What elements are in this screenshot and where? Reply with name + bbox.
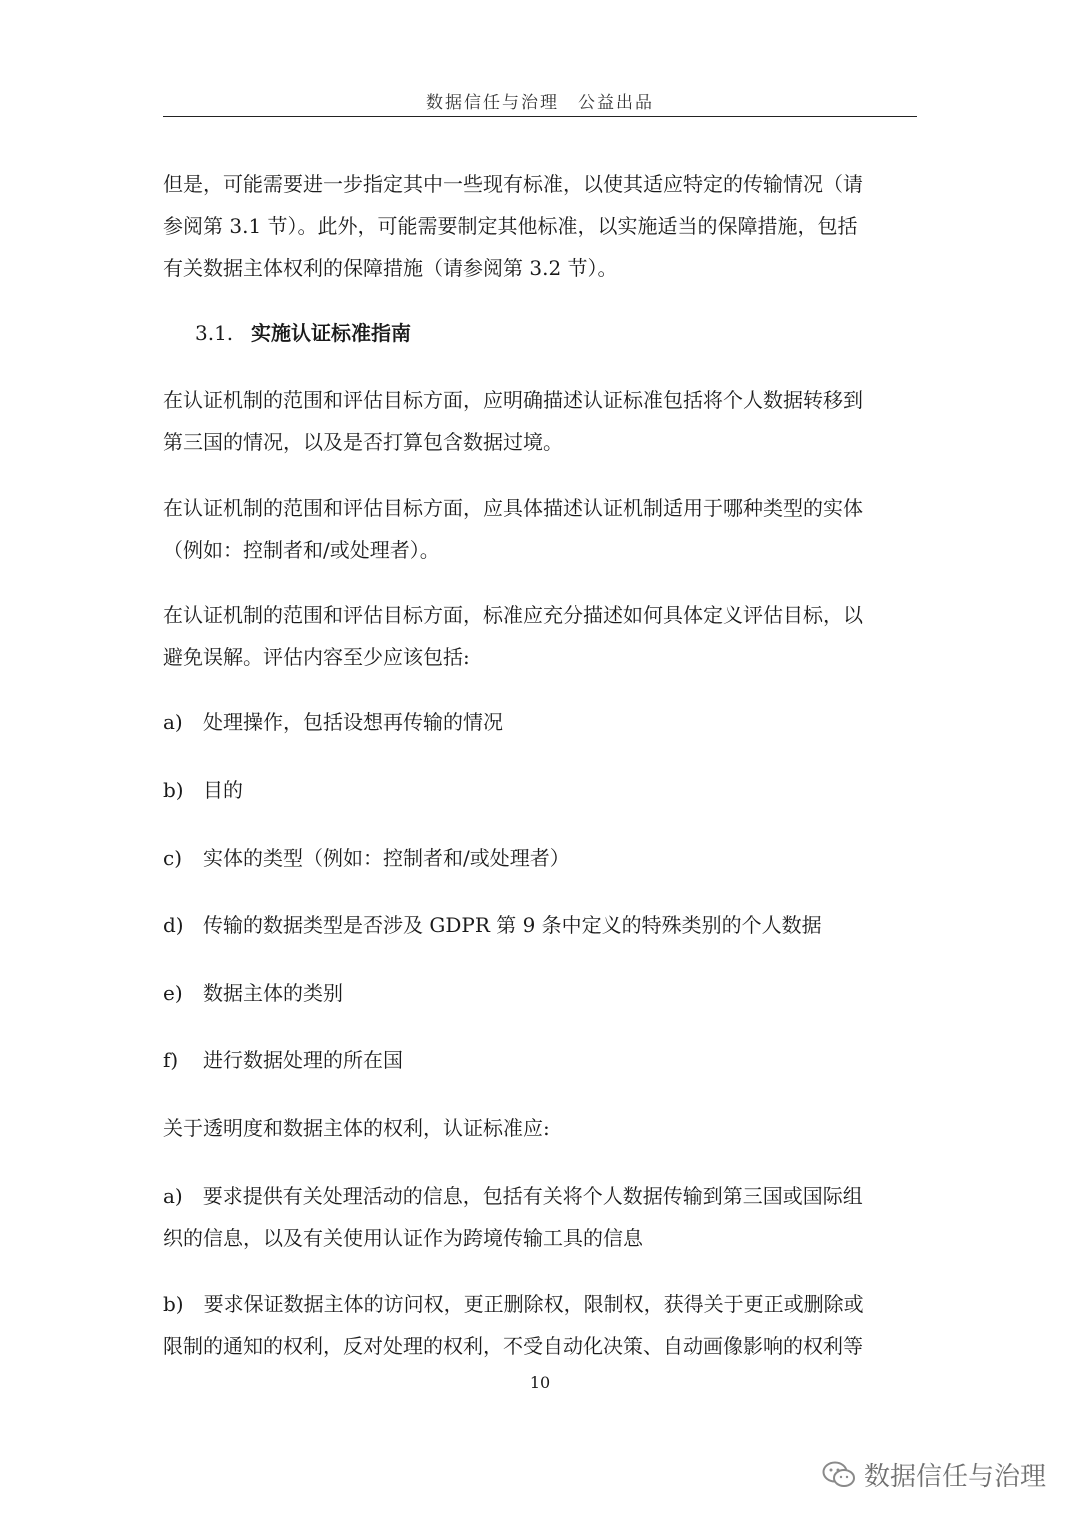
text-line: 参阅第 3.1 节）。此外，可能需要制定其他标准，以实施适当的保障措施，包括	[163, 214, 858, 238]
text-line: 在认证机制的范围和评估目标方面，应具体描述认证机制适用于哪种类型的实体	[163, 496, 863, 520]
list-marker: d)	[163, 913, 184, 937]
wechat-icon	[822, 1460, 856, 1490]
text-line: （例如：控制者和/或处理者）。	[163, 538, 440, 562]
list-item	[163, 976, 343, 1010]
section-title: 实施认证标准指南	[251, 321, 411, 345]
text-line: 但是，可能需要进一步指定其中一些现有标准，以使其适应特定的传输情况（请	[163, 172, 863, 196]
list-item-text: 进行数据处理的所在国	[203, 1048, 403, 1072]
header-divider	[163, 116, 917, 117]
text-line: 有关数据主体权利的保障措施（请参阅第 3.2 节）。	[163, 256, 618, 280]
text-line: a) 要求提供有关处理活动的信息，包括有关将个人数据传输到第三国或国际组	[163, 1184, 863, 1208]
list-item	[163, 705, 503, 739]
list-item	[163, 841, 570, 875]
list-item-text: 传输的数据类型是否涉及 GDPR 第 9 条中定义的特殊类别的个人数据	[203, 913, 822, 937]
list-item	[163, 1283, 923, 1367]
paragraph-transparency: 关于透明度和数据主体的权利，认证标准应:	[163, 1116, 550, 1140]
text-line: 在认证机制的范围和评估目标方面，应明确描述认证标准包括将个人数据转移到	[163, 388, 863, 412]
intro-paragraph	[163, 163, 923, 289]
text-line: 第三国的情况，以及是否打算包含数据过境。	[163, 430, 563, 454]
list-marker: a)	[163, 710, 183, 734]
watermark	[822, 1456, 1046, 1493]
section-heading	[195, 316, 411, 350]
text-line: b) 要求保证数据主体的访问权，更正删除权，限制权，获得关于更正或删除或	[163, 1292, 864, 1316]
paragraph-scope-entity	[163, 487, 923, 571]
watermark-text: 数据信任与治理	[863, 1462, 1046, 1492]
text-line: 避免误解。评估内容至少应该包括:	[163, 645, 470, 669]
list-item	[163, 1043, 403, 1077]
paragraph-scope-target	[163, 594, 923, 678]
list-marker: c)	[163, 846, 183, 870]
page-header: 数据信任与治理 公益出品	[426, 93, 654, 113]
list-marker: b)	[163, 778, 184, 802]
text-line: 织的信息，以及有关使用认证作为跨境传输工具的信息	[163, 1226, 643, 1250]
list-item	[163, 908, 822, 942]
list-marker: f)	[163, 1048, 179, 1072]
list-item-text: 数据主体的类别	[203, 981, 343, 1005]
list-item-text: 处理操作，包括设想再传输的情况	[203, 710, 503, 734]
list-item	[163, 1175, 923, 1259]
list-item	[163, 773, 243, 807]
list-marker: e)	[163, 981, 183, 1005]
paragraph-scope-transfer	[163, 379, 923, 463]
text-line: 在认证机制的范围和评估目标方面，标准应充分描述如何具体定义评估目标，以	[163, 603, 863, 627]
page-number: 10	[529, 1373, 551, 1392]
section-number: 3.1.	[195, 321, 234, 345]
list-item-text: 目的	[203, 778, 243, 802]
text-line: 限制的通知的权利，反对处理的权利，不受自动化决策、自动画像影响的权利等	[163, 1334, 863, 1358]
list-item-text: 实体的类型（例如：控制者和/或处理者）	[203, 846, 570, 870]
